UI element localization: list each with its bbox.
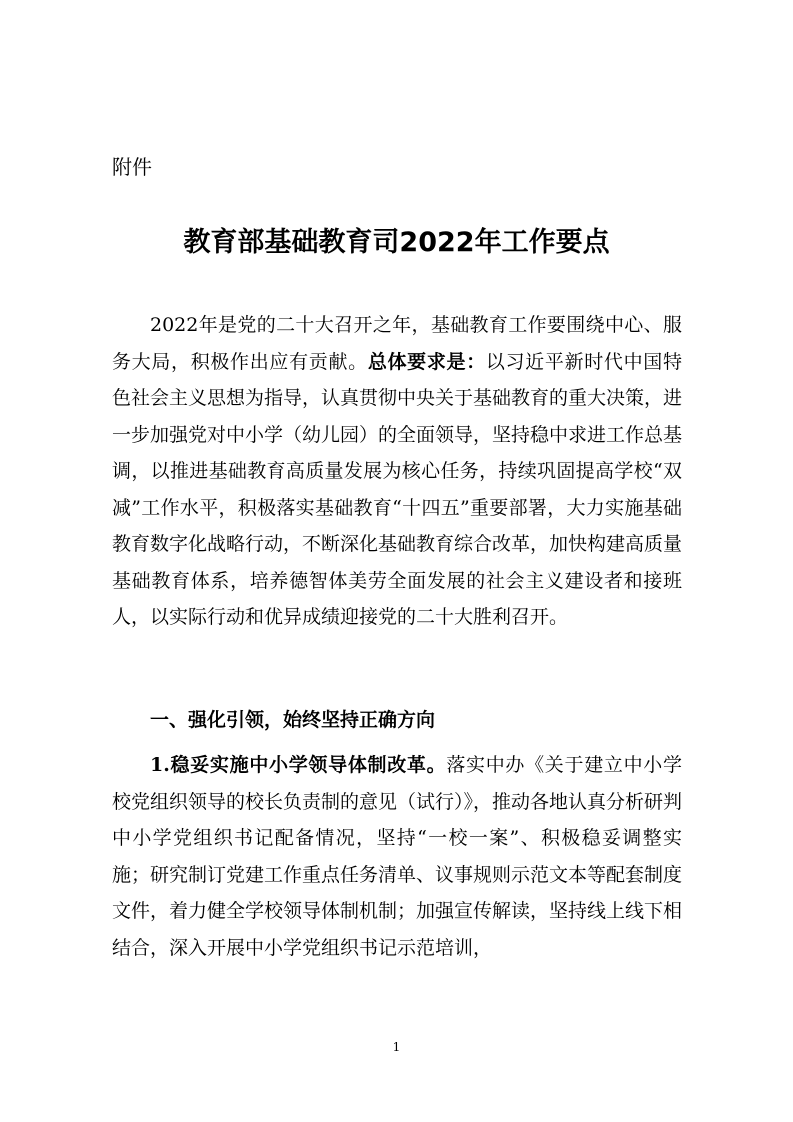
intro-paragraph xyxy=(112,307,682,636)
item-1-text: 落实中办《关于建立中小学校党组织领导的校长负责制的意见（试行）》，推动各地认真分析研判中小学党组织书记配备情况，坚持“一校一案”、积极稳妥调整实施；研究制订党建工作重点任务清单、议事规则示范文本等配套制度文件，着力健全学校领导体制机制；加强宣传解读，坚持线上线下相结合，深入开展中小学党组织书记示范培训， xyxy=(112,754,683,959)
document-title: 教育部基础教育司2022年工作要点 xyxy=(183,227,610,258)
intro-rest: 以习近平新时代中国特色社会主义思想为指导，认真贯彻中央关于基础教育的重大决策，进一步加强党对中小学（幼儿园）的全面领导，坚持稳中求进工作总基调，以推进基础教育高质量发展为核心任务，持续巩固提高学校“双减”工作水平，积极落实基础教育“十四五”重要部署，大力实施基础教育数字化战略行动，不断深化基础教育综合改革，加快构建高质量基础教育体系，培养德智体美劳全面发展的社会主义建设者和接班人，以实际行动和优异成绩迎接党的二十大胜利召开。 xyxy=(112,350,683,628)
item-1-paragraph xyxy=(112,747,682,966)
intro-lead: 2022年是党的二十大召开之年，基础教育工作要围绕中心、服务大局，积极作出应有贡献。 xyxy=(112,314,682,373)
section-heading: 一、强化引领，始终坚持正确方向 xyxy=(150,709,436,731)
item-1-bold-label: 1.稳妥实施中小学领导体制改革。 xyxy=(150,754,447,776)
page-number: 1 xyxy=(392,1040,401,1054)
intro-bold-label: 总体要求是： xyxy=(367,350,486,373)
annex-label: 附件 xyxy=(112,155,152,179)
